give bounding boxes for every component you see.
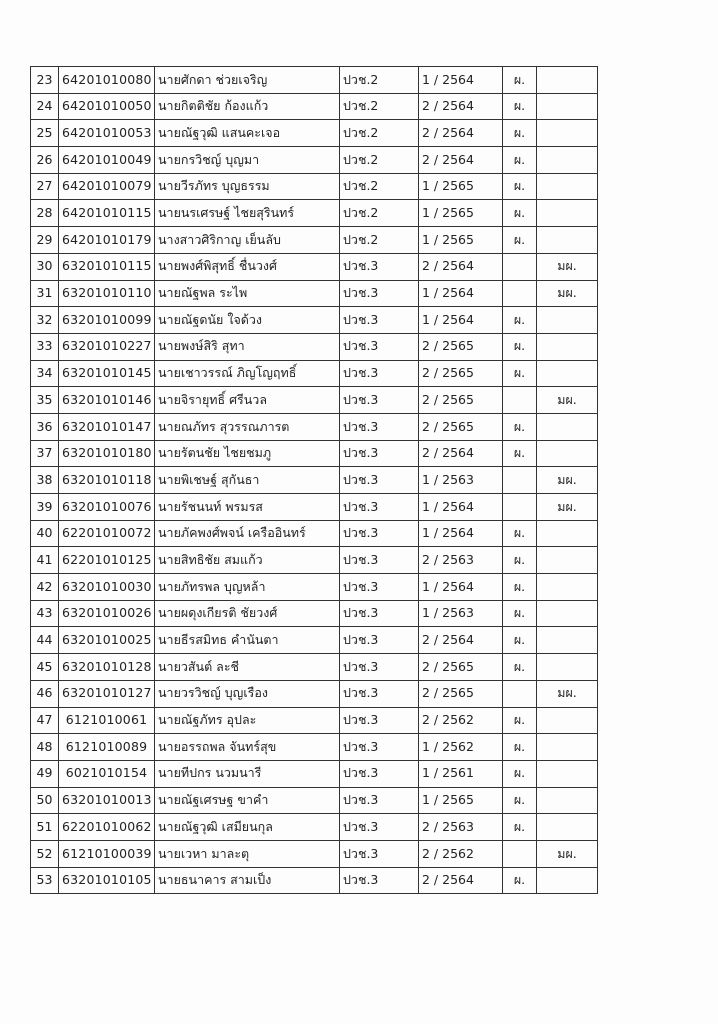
student-table — [30, 66, 598, 894]
row-number: 27 — [31, 173, 59, 200]
student-id: 62201010062 — [59, 814, 155, 841]
table-row — [31, 253, 598, 280]
row-number: 41 — [31, 547, 59, 574]
pass-mark — [503, 387, 537, 414]
student-id: 63201010030 — [59, 574, 155, 601]
student-id: 62201010125 — [59, 547, 155, 574]
row-number: 30 — [31, 253, 59, 280]
fail-mark — [537, 93, 598, 120]
fail-mark — [537, 440, 598, 467]
student-id: 63201010110 — [59, 280, 155, 307]
term-year: 2 / 2562 — [419, 840, 503, 867]
student-name: นายศักดา ช่วยเจริญ — [155, 67, 340, 94]
table-row — [31, 467, 598, 494]
class-level: ปวช.3 — [340, 387, 419, 414]
fail-mark — [537, 227, 598, 254]
pass-mark: ผ. — [503, 814, 537, 841]
fail-mark — [537, 734, 598, 761]
pass-mark: ผ. — [503, 547, 537, 574]
term-year: 2 / 2564 — [419, 120, 503, 147]
fail-mark — [537, 654, 598, 681]
row-number: 50 — [31, 787, 59, 814]
student-name: นายกรวิชญ์ บุญมา — [155, 147, 340, 174]
table-row — [31, 227, 598, 254]
row-number: 42 — [31, 574, 59, 601]
fail-mark — [537, 627, 598, 654]
class-level: ปวช.3 — [340, 253, 419, 280]
student-name: นายณัฐพล ระไพ — [155, 280, 340, 307]
pass-mark: ผ. — [503, 734, 537, 761]
term-year: 1 / 2561 — [419, 760, 503, 787]
student-id: 6121010089 — [59, 734, 155, 761]
student-id: 63201010127 — [59, 680, 155, 707]
fail-mark — [537, 707, 598, 734]
pass-mark — [503, 467, 537, 494]
row-number: 32 — [31, 307, 59, 334]
term-year: 1 / 2564 — [419, 494, 503, 521]
table-row — [31, 360, 598, 387]
student-id: 63201010146 — [59, 387, 155, 414]
class-level: ปวช.3 — [340, 547, 419, 574]
fail-mark: มผ. — [537, 840, 598, 867]
student-id: 63201010105 — [59, 867, 155, 894]
fail-mark — [537, 67, 598, 94]
student-name: นายณัฐภัทร อุปละ — [155, 707, 340, 734]
row-number: 34 — [31, 360, 59, 387]
term-year: 1 / 2564 — [419, 307, 503, 334]
term-year: 2 / 2564 — [419, 147, 503, 174]
student-name: นายพงศ์พิสุทธิ์ ชื่นวงศ์ — [155, 253, 340, 280]
class-level: ปวช.2 — [340, 93, 419, 120]
row-number: 29 — [31, 227, 59, 254]
table-row — [31, 147, 598, 174]
row-number: 36 — [31, 413, 59, 440]
pass-mark: ผ. — [503, 787, 537, 814]
fail-mark: มผ. — [537, 680, 598, 707]
fail-mark — [537, 147, 598, 174]
pass-mark — [503, 253, 537, 280]
term-year: 2 / 2565 — [419, 333, 503, 360]
student-name: นายนรเศรษฐ์ ไชยสุรินทร์ — [155, 200, 340, 227]
row-number: 48 — [31, 734, 59, 761]
pass-mark — [503, 840, 537, 867]
fail-mark: มผ. — [537, 253, 598, 280]
pass-mark: ผ. — [503, 627, 537, 654]
row-number: 24 — [31, 93, 59, 120]
student-id: 63201010145 — [59, 360, 155, 387]
student-id: 64201010080 — [59, 67, 155, 94]
table-row — [31, 787, 598, 814]
table-row — [31, 307, 598, 334]
student-name: นายเวหา มาละตุ — [155, 840, 340, 867]
fail-mark — [537, 814, 598, 841]
fail-mark — [537, 120, 598, 147]
fail-mark: มผ. — [537, 280, 598, 307]
pass-mark: ผ. — [503, 600, 537, 627]
student-name: นายกิตติชัย ก้องแก้ว — [155, 93, 340, 120]
class-level: ปวช.3 — [340, 600, 419, 627]
table-row — [31, 760, 598, 787]
row-number: 40 — [31, 520, 59, 547]
table-row — [31, 600, 598, 627]
term-year: 1 / 2565 — [419, 200, 503, 227]
class-level: ปวช.3 — [340, 494, 419, 521]
fail-mark — [537, 867, 598, 894]
student-id: 63201010115 — [59, 253, 155, 280]
student-name: นายอรรถพล จันทร์สุข — [155, 734, 340, 761]
row-number: 35 — [31, 387, 59, 414]
table-row — [31, 547, 598, 574]
row-number: 51 — [31, 814, 59, 841]
table-row — [31, 734, 598, 761]
class-level: ปวช.3 — [340, 707, 419, 734]
student-name: นายพงษ์สิริ สุทา — [155, 333, 340, 360]
row-number: 39 — [31, 494, 59, 521]
fail-mark — [537, 413, 598, 440]
class-level: ปวช.2 — [340, 147, 419, 174]
student-id: 64201010053 — [59, 120, 155, 147]
table-row — [31, 67, 598, 94]
term-year: 2 / 2564 — [419, 253, 503, 280]
pass-mark: ผ. — [503, 760, 537, 787]
class-level: ปวช.3 — [340, 627, 419, 654]
row-number: 25 — [31, 120, 59, 147]
term-year: 1 / 2565 — [419, 787, 503, 814]
student-id: 62201010072 — [59, 520, 155, 547]
student-id: 63201010099 — [59, 307, 155, 334]
table-row — [31, 654, 598, 681]
student-name: นายภัทรพล บุญหล้า — [155, 574, 340, 601]
fail-mark: มผ. — [537, 494, 598, 521]
table-row — [31, 120, 598, 147]
term-year: 2 / 2565 — [419, 654, 503, 681]
class-level: ปวช.3 — [340, 814, 419, 841]
term-year: 1 / 2563 — [419, 600, 503, 627]
table-row — [31, 627, 598, 654]
student-name: นายภัคพงศ์พจน์ เครืออินทร์ — [155, 520, 340, 547]
class-level: ปวช.3 — [340, 413, 419, 440]
term-year: 2 / 2563 — [419, 814, 503, 841]
pass-mark — [503, 680, 537, 707]
student-id: 64201010115 — [59, 200, 155, 227]
fail-mark: มผ. — [537, 387, 598, 414]
term-year: 1 / 2565 — [419, 173, 503, 200]
fail-mark: มผ. — [537, 467, 598, 494]
student-name: นายณัฐวุฒิ แสนคะเจอ — [155, 120, 340, 147]
pass-mark: ผ. — [503, 333, 537, 360]
student-id: 63201010026 — [59, 600, 155, 627]
student-id: 63201010180 — [59, 440, 155, 467]
row-number: 47 — [31, 707, 59, 734]
row-number: 26 — [31, 147, 59, 174]
table-row — [31, 173, 598, 200]
term-year: 1 / 2564 — [419, 67, 503, 94]
table-row — [31, 867, 598, 894]
row-number: 31 — [31, 280, 59, 307]
pass-mark: ผ. — [503, 413, 537, 440]
table-row — [31, 494, 598, 521]
student-name: นายวรวิชญ์ บุญเรือง — [155, 680, 340, 707]
table-row — [31, 840, 598, 867]
student-name: นายวสันต์ ละชี — [155, 654, 340, 681]
student-id: 63201010227 — [59, 333, 155, 360]
term-year: 2 / 2563 — [419, 547, 503, 574]
student-id: 64201010049 — [59, 147, 155, 174]
table-row — [31, 680, 598, 707]
student-name: นายผดุงเกียรติ ชัยวงศ์ — [155, 600, 340, 627]
class-level: ปวช.3 — [340, 307, 419, 334]
fail-mark — [537, 547, 598, 574]
row-number: 28 — [31, 200, 59, 227]
class-level: ปวช.3 — [340, 333, 419, 360]
fail-mark — [537, 360, 598, 387]
pass-mark: ผ. — [503, 654, 537, 681]
table-row — [31, 200, 598, 227]
term-year: 1 / 2564 — [419, 520, 503, 547]
class-level: ปวช.3 — [340, 734, 419, 761]
pass-mark: ผ. — [503, 227, 537, 254]
pass-mark: ผ. — [503, 360, 537, 387]
table-row — [31, 707, 598, 734]
student-id: 64201010079 — [59, 173, 155, 200]
fail-mark — [537, 787, 598, 814]
student-id: 63201010147 — [59, 413, 155, 440]
row-number: 49 — [31, 760, 59, 787]
table-row — [31, 413, 598, 440]
student-name: นายรัตนชัย ไชยชมภู — [155, 440, 340, 467]
student-id: 64201010050 — [59, 93, 155, 120]
term-year: 2 / 2565 — [419, 413, 503, 440]
term-year: 1 / 2563 — [419, 467, 503, 494]
table-row — [31, 93, 598, 120]
table-row — [31, 387, 598, 414]
row-number: 33 — [31, 333, 59, 360]
row-number: 23 — [31, 67, 59, 94]
student-name: นายณัฐเศรษฐ ขาคำ — [155, 787, 340, 814]
term-year: 2 / 2562 — [419, 707, 503, 734]
student-id: 63201010128 — [59, 654, 155, 681]
pass-mark — [503, 494, 537, 521]
class-level: ปวช.3 — [340, 520, 419, 547]
pass-mark: ผ. — [503, 147, 537, 174]
fail-mark — [537, 520, 598, 547]
row-number: 52 — [31, 840, 59, 867]
student-name: นางสาวศิริกาญ เย็นลับ — [155, 227, 340, 254]
pass-mark: ผ. — [503, 574, 537, 601]
row-number: 37 — [31, 440, 59, 467]
term-year: 1 / 2562 — [419, 734, 503, 761]
pass-mark: ผ. — [503, 200, 537, 227]
student-id: 64201010179 — [59, 227, 155, 254]
term-year: 1 / 2564 — [419, 574, 503, 601]
table-body — [31, 67, 598, 894]
student-name: นายรัชนนท์ พรมรส — [155, 494, 340, 521]
class-level: ปวช.2 — [340, 173, 419, 200]
student-name: นายณภัทร สุวรรณภารต — [155, 413, 340, 440]
class-level: ปวช.3 — [340, 680, 419, 707]
row-number: 46 — [31, 680, 59, 707]
term-year: 1 / 2564 — [419, 280, 503, 307]
pass-mark — [503, 280, 537, 307]
student-id: 6021010154 — [59, 760, 155, 787]
class-level: ปวช.3 — [340, 467, 419, 494]
student-id: 61210100039 — [59, 840, 155, 867]
student-name: นายทีปกร นวมนารี — [155, 760, 340, 787]
fail-mark — [537, 574, 598, 601]
table-row — [31, 440, 598, 467]
class-level: ปวช.3 — [340, 840, 419, 867]
row-number: 38 — [31, 467, 59, 494]
student-id: 63201010025 — [59, 627, 155, 654]
class-level: ปวช.2 — [340, 120, 419, 147]
class-level: ปวช.3 — [340, 574, 419, 601]
row-number: 53 — [31, 867, 59, 894]
class-level: ปวช.3 — [340, 440, 419, 467]
student-name: นายธีรสมิทธ คำนันตา — [155, 627, 340, 654]
fail-mark — [537, 760, 598, 787]
student-id: 63201010013 — [59, 787, 155, 814]
term-year: 2 / 2565 — [419, 360, 503, 387]
class-level: ปวช.3 — [340, 760, 419, 787]
term-year: 2 / 2564 — [419, 93, 503, 120]
term-year: 2 / 2565 — [419, 680, 503, 707]
fail-mark — [537, 333, 598, 360]
pass-mark: ผ. — [503, 93, 537, 120]
pass-mark: ผ. — [503, 173, 537, 200]
student-id: 6121010061 — [59, 707, 155, 734]
pass-mark: ผ. — [503, 307, 537, 334]
row-number: 45 — [31, 654, 59, 681]
class-level: ปวช.3 — [340, 787, 419, 814]
term-year: 1 / 2565 — [419, 227, 503, 254]
student-name: นายวีรภัทร บุญธรรม — [155, 173, 340, 200]
student-name: นายธนาคาร สามเป็ง — [155, 867, 340, 894]
pass-mark: ผ. — [503, 67, 537, 94]
row-number: 43 — [31, 600, 59, 627]
pass-mark: ผ. — [503, 707, 537, 734]
student-name: นายณัฐวุฒิ เสมียนกุล — [155, 814, 340, 841]
student-name: นายณัฐดนัย ใจด้วง — [155, 307, 340, 334]
term-year: 2 / 2564 — [419, 867, 503, 894]
class-level: ปวช.3 — [340, 360, 419, 387]
row-number: 44 — [31, 627, 59, 654]
term-year: 2 / 2565 — [419, 387, 503, 414]
student-id: 63201010118 — [59, 467, 155, 494]
fail-mark — [537, 200, 598, 227]
class-level: ปวช.2 — [340, 67, 419, 94]
table-row — [31, 520, 598, 547]
term-year: 2 / 2564 — [419, 627, 503, 654]
student-name: นายจิรายุทธิ์ ศรีนวล — [155, 387, 340, 414]
term-year: 2 / 2564 — [419, 440, 503, 467]
pass-mark: ผ. — [503, 440, 537, 467]
table-row — [31, 333, 598, 360]
student-id: 63201010076 — [59, 494, 155, 521]
class-level: ปวช.3 — [340, 280, 419, 307]
class-level: ปวช.3 — [340, 654, 419, 681]
table-row — [31, 574, 598, 601]
student-name: นายพิเชษฐ์ สุกันธา — [155, 467, 340, 494]
pass-mark: ผ. — [503, 867, 537, 894]
class-level: ปวช.3 — [340, 867, 419, 894]
table-row — [31, 814, 598, 841]
table-row — [31, 280, 598, 307]
student-name: นายเชาวรรณ์ ภิญโญฤทธิ์ — [155, 360, 340, 387]
fail-mark — [537, 173, 598, 200]
student-name: นายสิทธิชัย สมแก้ว — [155, 547, 340, 574]
fail-mark — [537, 600, 598, 627]
class-level: ปวช.2 — [340, 200, 419, 227]
pass-mark: ผ. — [503, 120, 537, 147]
fail-mark — [537, 307, 598, 334]
pass-mark: ผ. — [503, 520, 537, 547]
class-level: ปวช.2 — [340, 227, 419, 254]
